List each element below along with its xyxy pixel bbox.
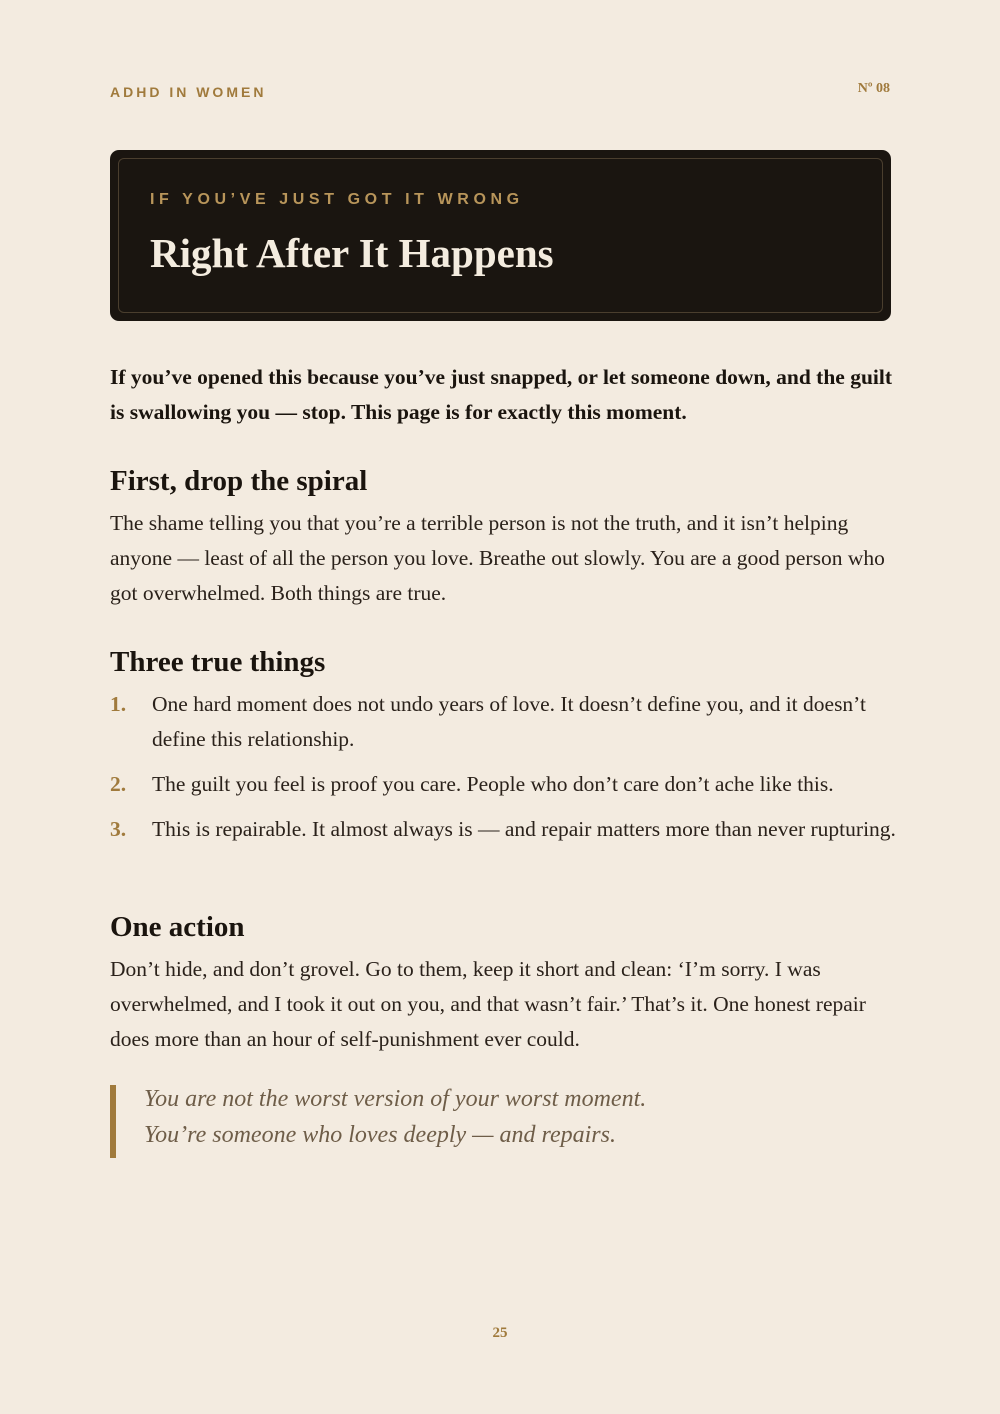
list-text: The guilt you feel is proof you care. People who don’t care don’t ache like this.	[152, 772, 834, 796]
section-heading-true-things: Three true things	[110, 646, 326, 678]
quote-line: You’re someone who loves deeply — and repairs.	[144, 1122, 616, 1148]
pull-quote	[110, 1085, 890, 1158]
list-text: This is repairable. It almost always is — and repair matters more than never rupturing.	[152, 817, 896, 841]
hero-eyebrow: IF YOU’VE JUST GOT IT WRONG	[150, 191, 524, 208]
list-number: 3.	[110, 817, 127, 841]
issue-number: Nº 08	[857, 81, 890, 96]
page-number: 25	[492, 1325, 508, 1341]
section-label: ADHD IN WOMEN	[110, 84, 267, 100]
quote-line: You are not the worst version of your worst moment.	[144, 1086, 647, 1112]
list-text: One hard moment does not undo years of love. It doesn’t define you, and it doesn’t define this relationship.	[152, 692, 866, 751]
section-heading-one-action: One action	[110, 911, 245, 943]
section-body-one-action: Don’t hide, and don’t grovel. Go to them, keep it short and clean: ‘I’m sorry. I was overwhelmed, and I took it out on you, and that wasn’t fair.’ That’s it. One honest repair does more than an hour of self-punishment ever could.	[110, 957, 866, 1051]
lead-paragraph: If you’ve opened this because you’ve just snapped, or let someone down, and the guilt is swallowing you — stop. This page is for exactly this moment.	[110, 365, 893, 424]
section-body-spiral: The shame telling you that you’re a terrible person is not the truth, and it isn’t helping anyone — least of all the person you love. Breathe out slowly. You are a good person who got overwhelmed. Both things are true.	[110, 511, 885, 605]
hero-title: Right After It Happens	[150, 230, 554, 276]
quote-bar	[110, 1085, 116, 1158]
section-heading-spiral: First, drop the spiral	[110, 465, 368, 497]
hero-banner	[110, 150, 891, 321]
list-number: 2.	[110, 772, 127, 796]
list-number: 1.	[110, 692, 127, 716]
